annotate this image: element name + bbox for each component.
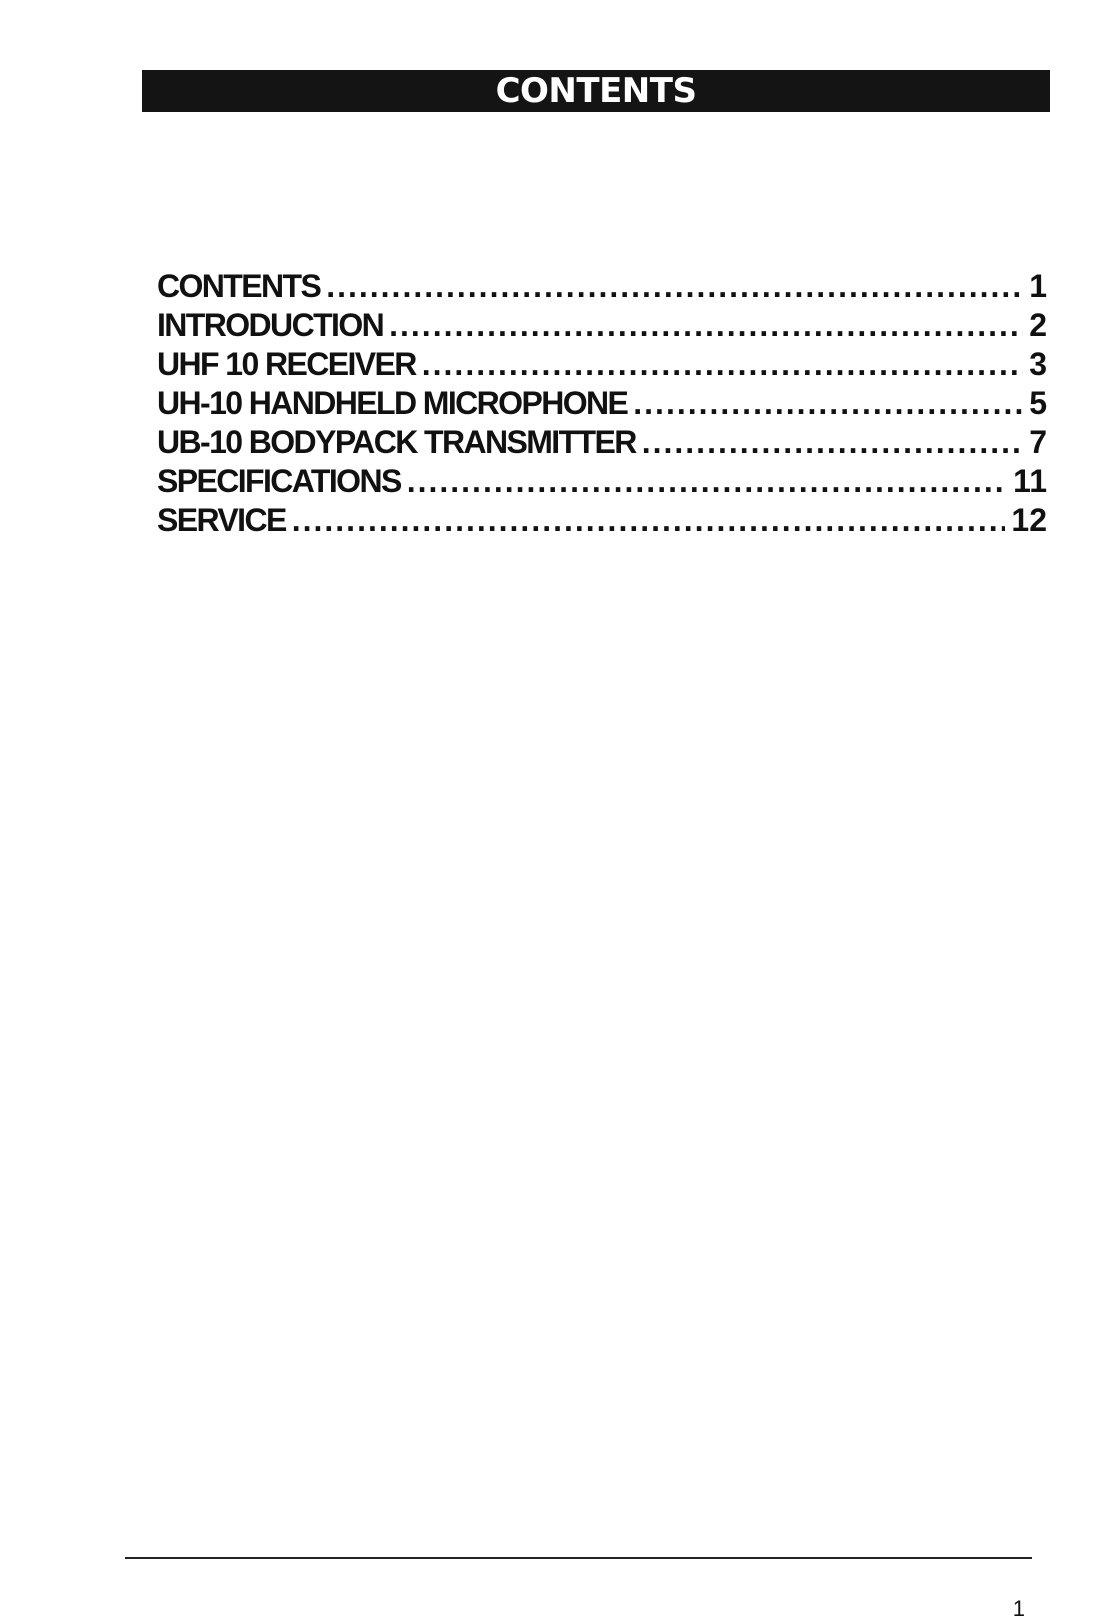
toc-dot-leader <box>407 463 1007 500</box>
page-title: CONTENTS <box>495 71 697 111</box>
page-number: 1 <box>1012 1596 1025 1621</box>
toc-entry-page: 1 <box>1029 268 1047 304</box>
toc-entry-introduction <box>157 307 1047 346</box>
toc-entry-title: CONTENTS <box>157 268 321 304</box>
toc-entry-title: UHF 10 RECEIVER <box>157 346 416 382</box>
toc-entry-specifications <box>157 463 1047 502</box>
toc-entry-title: INTRODUCTION <box>157 307 384 343</box>
toc-entry-handheld-microphone <box>157 385 1047 424</box>
toc-entry-service <box>157 502 1047 541</box>
toc-entry-page: 5 <box>1029 385 1047 421</box>
toc-dot-leader <box>422 346 1023 383</box>
toc-entry-contents <box>157 268 1047 307</box>
toc-entry-page: 12 <box>1011 502 1047 538</box>
toc-dot-leader <box>633 385 1023 422</box>
toc-dot-leader <box>389 307 1023 344</box>
toc-entry-page: 2 <box>1029 307 1047 343</box>
toc-dot-leader <box>642 424 1023 461</box>
contents-header-bar <box>142 70 1050 112</box>
toc-entry-title: SERVICE <box>157 502 286 538</box>
footer-divider <box>125 1557 1032 1559</box>
toc-entry-title: UB-10 BODYPACK TRANSMITTER <box>157 424 636 460</box>
toc-entry-receiver <box>157 346 1047 385</box>
toc-dot-leader <box>326 268 1023 305</box>
toc-entry-bodypack-transmitter <box>157 424 1047 463</box>
toc-entry-page: 3 <box>1029 346 1047 382</box>
toc-entry-title: UH-10 HANDHELD MICROPHONE <box>157 385 628 421</box>
toc-entry-page: 11 <box>1013 463 1047 499</box>
table-of-contents <box>157 268 1047 541</box>
toc-entry-title: SPECIFICATIONS <box>157 463 401 499</box>
toc-entry-page: 7 <box>1029 424 1047 460</box>
toc-dot-leader <box>292 502 1006 539</box>
